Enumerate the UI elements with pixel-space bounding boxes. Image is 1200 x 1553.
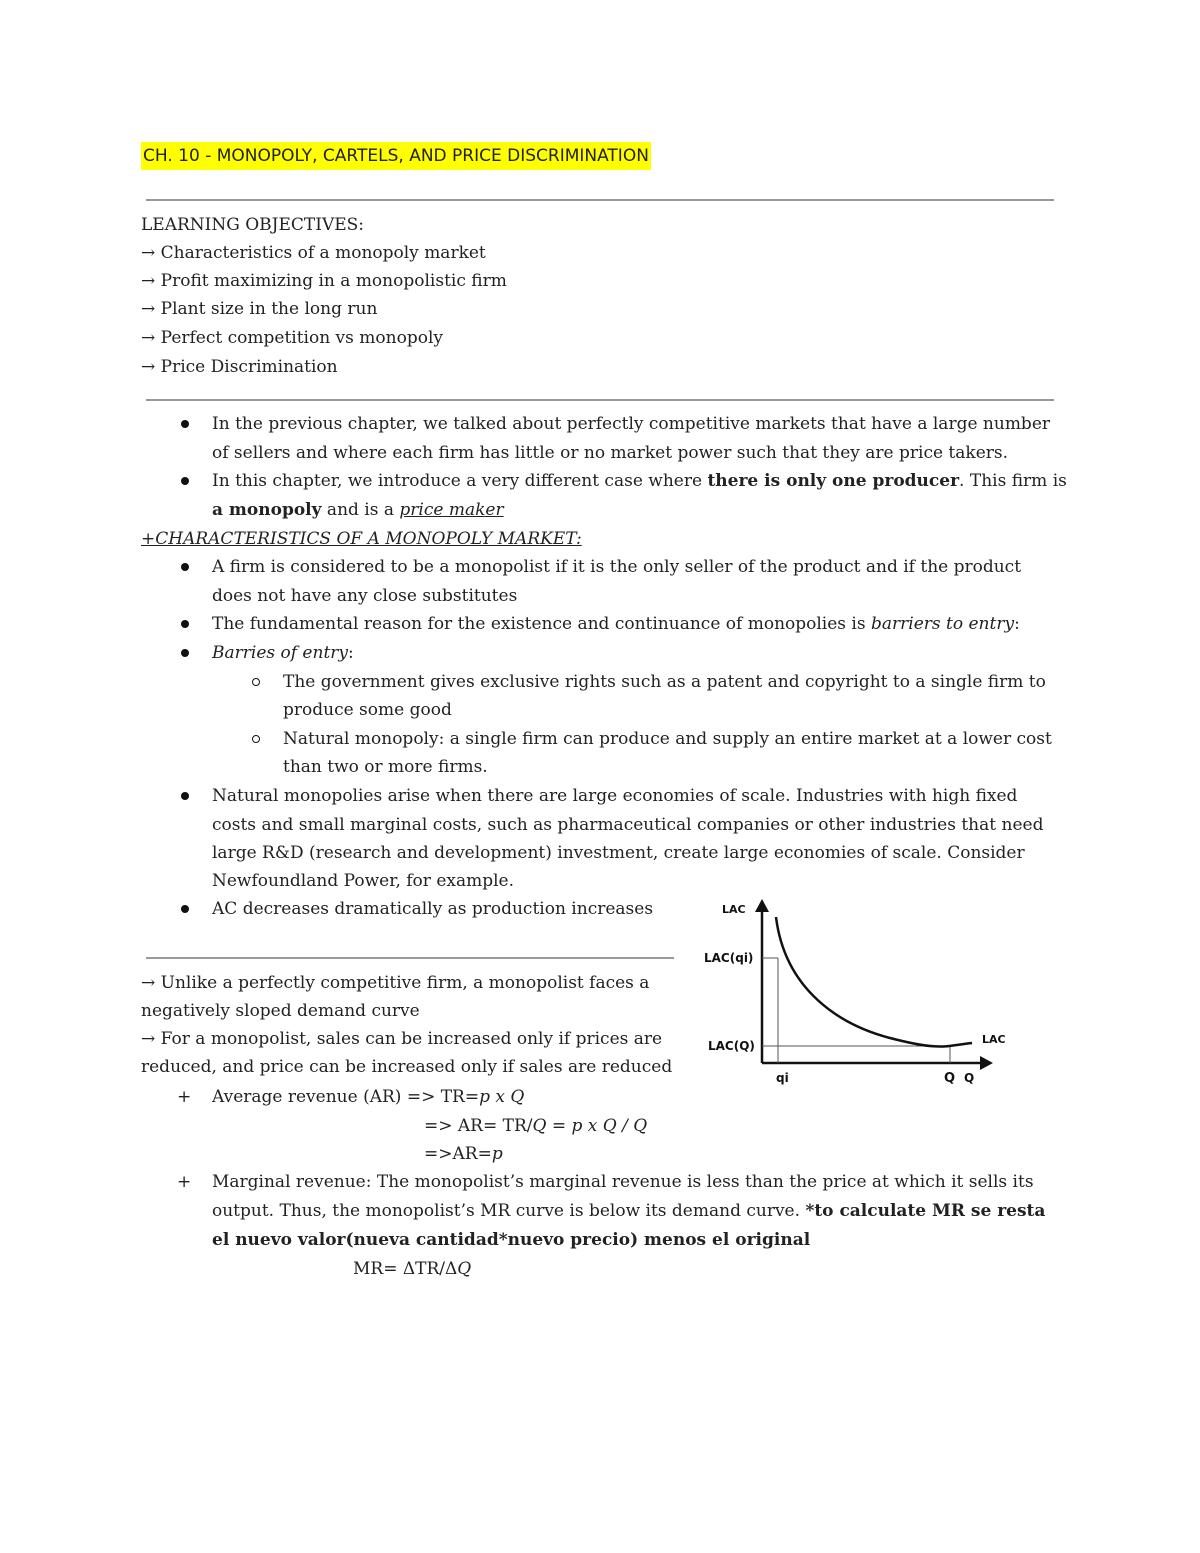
bullet-continuation: Newfoundland Power, for example. — [212, 871, 515, 891]
bullet-continuation: large R&D (research and development) investment, create large economies of scale. Consider — [212, 843, 1025, 863]
text-run: MR= ΔTR/Δ — [353, 1259, 458, 1279]
italic-text: Q — [532, 1116, 547, 1136]
objective-item: → Plant size in the long run — [141, 299, 378, 319]
bullet-continuation — [212, 496, 504, 524]
italic-text: Barries of entry — [212, 643, 349, 663]
paragraph-line: → Unlike a perfectly competitive firm, a monopolist faces a — [141, 973, 650, 993]
plus-item — [177, 1168, 1034, 1196]
text-run: =>AR= — [424, 1144, 492, 1164]
bullet-item: Natural monopolies arise when there are large economies of scale. Industries with high fixed — [212, 782, 1017, 810]
paragraph-line: → For a monopolist, sales can be increased only if prices are — [141, 1029, 663, 1049]
page-title: CH. 10 - MONOPOLY, CARTELS, AND PRICE DISCRIMINATION — [141, 142, 651, 170]
italic-text: barriers to entry — [871, 614, 1015, 634]
italic-text: p x Q — [479, 1087, 525, 1107]
text-run: : — [1014, 614, 1020, 634]
divider — [146, 399, 1054, 401]
y-axis-label: LAC — [722, 903, 746, 916]
bullet-item — [212, 467, 1067, 495]
lac-curve-figure — [700, 895, 1020, 1095]
divider — [146, 957, 674, 959]
formula-line — [424, 1112, 647, 1140]
lac-qi-label: LAC(qi) — [704, 951, 754, 965]
x-axis-label: Q — [964, 1071, 975, 1085]
sub-bullet-continuation: produce some good — [283, 700, 452, 720]
bullet-item: A firm is considered to be a monopolist if it is the only seller of the product and if the product — [212, 553, 1021, 581]
plus-marker: + — [177, 1172, 192, 1192]
paragraph-line: reduced, and price can be increased only if sales are reduced — [141, 1057, 673, 1077]
sub-bullet-item: Natural monopoly: a single firm can produce and supply an entire market at a lower cost — [283, 725, 1052, 753]
curve-label: LAC — [982, 1033, 1006, 1046]
bold-text: el nuevo valor(nueva cantidad*nuevo precio) menos el original — [212, 1230, 811, 1250]
bold-text: there is only one producer — [707, 471, 960, 491]
objective-item: → Profit maximizing in a monopolistic firm — [141, 271, 507, 291]
y-axis-arrow — [755, 899, 769, 912]
formula-line — [353, 1255, 471, 1283]
bullet-continuation: costs and small marginal costs, such as pharmaceutical companies or other industries that need — [212, 815, 1044, 835]
italic-text: p x Q / Q — [571, 1116, 648, 1136]
lac-Q-label: LAC(Q) — [708, 1039, 755, 1053]
text-run: : — [348, 643, 354, 663]
objective-item: → Perfect competition vs monopoly — [141, 328, 443, 348]
plus-item — [177, 1083, 525, 1111]
paragraph-line: negatively sloped demand curve — [141, 1001, 420, 1021]
italic-text: p — [491, 1144, 503, 1164]
section-heading: +CHARACTERISTICS OF A MONOPOLY MARKET: — [141, 529, 582, 549]
bullet-item — [212, 639, 354, 667]
plus-continuation — [212, 1197, 1045, 1225]
plus-continuation — [212, 1226, 810, 1254]
bold-text: *to calculate MR se resta — [805, 1201, 1046, 1221]
Q-tick-label: Q — [944, 1071, 956, 1086]
formula-line — [424, 1140, 503, 1168]
sub-bullet-continuation: than two or more firms. — [283, 757, 488, 777]
text-run: Marginal revenue: The monopolist’s marginal revenue is less than the price at which it sells its — [212, 1172, 1034, 1192]
x-axis-arrow — [980, 1056, 993, 1070]
bullet-item: In the previous chapter, we talked about perfectly competitive markets that have a large number — [212, 410, 1050, 438]
text-run: Average revenue (AR) => TR= — [212, 1087, 480, 1107]
text-run: = — [546, 1116, 572, 1136]
objective-item: → Characteristics of a monopoly market — [141, 243, 486, 263]
sub-bullet-item: The government gives exclusive rights such as a patent and copyright to a single firm to — [283, 668, 1046, 696]
text-run: => AR= TR/ — [424, 1116, 533, 1136]
qi-tick-label: qi — [776, 1071, 789, 1085]
bullet-continuation: of sellers and where each firm has little or no market power such that they are price takers. — [212, 443, 1009, 463]
italic-text: Q — [457, 1259, 472, 1279]
bullet-continuation: does not have any close substitutes — [212, 586, 518, 606]
underlined-text: price maker — [399, 500, 504, 520]
text-run: output. Thus, the monopolist’s MR curve is below its demand curve. — [212, 1201, 806, 1221]
objective-item: → Price Discrimination — [141, 357, 338, 377]
text-run: and is a — [321, 500, 400, 520]
text-run: . This firm is — [959, 471, 1067, 491]
bullet-item — [212, 610, 1020, 638]
objectives-heading: LEARNING OBJECTIVES: — [141, 215, 365, 235]
plus-marker: + — [177, 1087, 192, 1107]
divider — [146, 199, 1054, 201]
lac-curve — [776, 917, 972, 1047]
text-run: In this chapter, we introduce a very different case where — [212, 471, 708, 491]
bold-text: a monopoly — [212, 500, 322, 520]
text-run: The fundamental reason for the existence and continuance of monopolies is — [212, 614, 871, 634]
bullet-item: AC decreases dramatically as production increases — [212, 895, 653, 923]
